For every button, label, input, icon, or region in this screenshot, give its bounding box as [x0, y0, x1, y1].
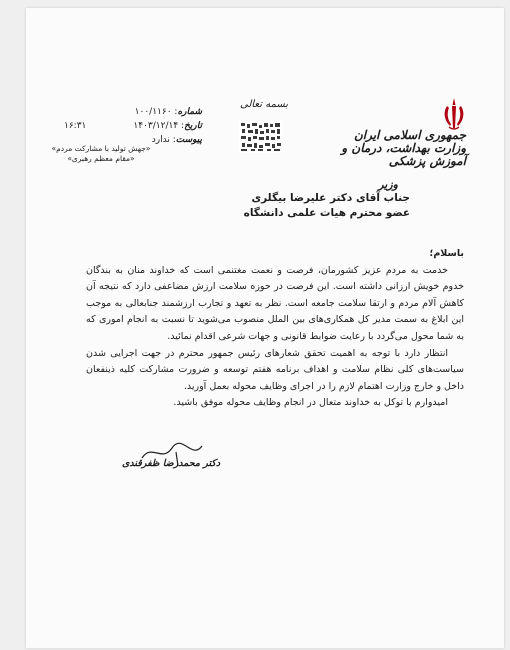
number-value: ۱۰۰/۱۱۶۰ [134, 107, 172, 117]
date-value: ۱۴۰۳/۱۲/۱۴ [133, 121, 179, 131]
slogan [26, 144, 176, 164]
basmala: بسمه تعالی [240, 99, 289, 110]
letter-attachment-row: پیوست: ندارد [151, 135, 202, 145]
signer-name: دکتر محمدرضا ظفرقندی [122, 458, 221, 469]
slogan-line-2: «مقام معظم رهبری» [67, 154, 135, 163]
addressee [244, 191, 410, 221]
ministry-line-2: وزارت بهداشت، درمان و آموزش پزشکی [341, 141, 466, 168]
letter-page [26, 8, 504, 648]
slogan-line-1: «جهش تولید با مشارکت مردم» [51, 144, 151, 153]
letter-body [86, 246, 464, 412]
letter-number-row: شماره: ۱۰۰/۱۱۶۰ [134, 107, 202, 117]
date-label: تاریخ [184, 121, 202, 131]
number-label: شماره [177, 107, 202, 117]
iran-emblem-icon [439, 96, 469, 132]
paragraph-1: خدمت به مردم عزیز کشورمان، فرصت و نعمت مغتنمی است که خداوند منان به بندگان خدوم خویش ارزانی داشته است. این فرصت در حوزه سلامت ارزش مضاعفی دارد که نتیجه آن کاهش آلام مردم و ارتقا سلامت جامعه است. نظر به تعهد و تجارب ارزشمند جنابعالی به موجب این ابلاغ به سمت مدیر کل همکاری‌های بین الملل منصوب می‌شوید تا نسبت به انجام اموری که به شما محول می‌گردد با رعایت ضوابط قانونی و جهات شرعی اقدام نمائید. [86, 264, 464, 342]
attachment-label: پیوست [175, 135, 202, 145]
letter-time: ۱۶:۳۱ [64, 121, 87, 131]
ministry-title [316, 129, 466, 168]
letter-date-row: تاریخ: ۱۴۰۳/۱۲/۱۴ [133, 121, 202, 131]
paragraph-3: امیدوارم با توکل به خداوند متعال در انجام وظایف محوله موفق باشید. [173, 397, 448, 409]
attachment-value: ندارد [151, 135, 170, 145]
ministry-line-1: جمهوری اسلامی ایران [353, 128, 466, 142]
addressee-name: جناب آقای دکتر علیرضا بیگلری [251, 192, 410, 204]
letter-meta [64, 105, 202, 147]
minister-label: وزیر [378, 178, 398, 191]
greeting: باسلام؛ [429, 248, 464, 259]
qr-code-icon [239, 121, 283, 153]
paragraph-2: انتظار دارد با توجه به اهمیت تحقق شعارهای رئیس جمهور محترم در جهت اجرایی شدن سیاست‌های کلی نظام سلامت و اهداف برنامه هفتم توسعه و ضرورت مشارکت کلیه ذینفعان داخل و خارج وزارت اهتمام لازم را در اجرای وظایف محوله بعمل آورید. [86, 347, 464, 392]
addressee-title: عضو محترم هیات علمی دانشگاه [243, 207, 410, 219]
